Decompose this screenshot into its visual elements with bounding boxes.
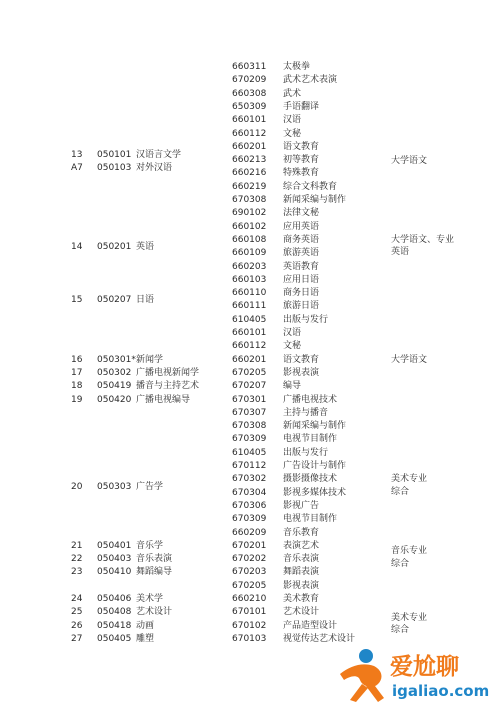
major-name: 广播电视新闻学 (136, 367, 200, 378)
exam-course: 大学语文 (391, 156, 428, 167)
vocational-code: 650309 (232, 101, 267, 112)
vocational-name: 广播电视技术 (283, 394, 338, 405)
exam-course: 大学语文、专业 (391, 234, 455, 245)
major-code: 050207 (97, 294, 132, 305)
vocational-name: 出版与发行 (283, 447, 329, 458)
vocational-code: 670209 (232, 75, 267, 86)
exam-course: 综合 (391, 558, 410, 569)
vocational-code: 670205 (232, 367, 267, 378)
vocational-code: 670309 (232, 514, 267, 525)
vocational-code: 670309 (232, 434, 267, 445)
vocational-name: 影视表演 (283, 367, 320, 378)
major-code: 050406 (97, 594, 132, 604)
vocational-code: 660112 (232, 341, 267, 352)
major-code: 050103 (97, 163, 132, 174)
vocational-name: 音乐表演 (283, 554, 320, 565)
vocational-name: 英语教育 (283, 261, 320, 272)
vocational-name: 影视多媒体技术 (283, 487, 347, 498)
major-name: 日语 (136, 294, 155, 305)
vocational-code: 670203 (232, 567, 267, 578)
major-name: 美术学 (136, 594, 164, 604)
major-code: 050420 (97, 394, 132, 405)
vocational-name: 综合文科教育 (283, 181, 338, 192)
vocational-code: 670202 (232, 554, 267, 565)
watermark-logo (332, 640, 500, 707)
exam-course: 大学语文 (391, 354, 428, 365)
vocational-code: 670301 (232, 394, 267, 405)
vocational-name: 旅游日语 (283, 301, 320, 312)
vocational-name: 视觉传达艺术设计 (283, 633, 356, 644)
major-name: 舞蹈编导 (136, 567, 173, 578)
vocational-code: 610405 (232, 447, 267, 458)
vocational-code: 660311 (232, 62, 267, 72)
row-number: 20 (71, 482, 83, 493)
vocational-name: 影视广告 (283, 500, 320, 511)
vocational-name: 语文教育 (283, 354, 320, 365)
vocational-name: 应用英语 (283, 221, 320, 232)
row-number: 18 (71, 381, 83, 392)
vocational-code: 660210 (232, 594, 267, 604)
vocational-code: 670307 (232, 407, 267, 418)
vocational-name: 汉语 (283, 328, 302, 338)
major-code: 050201 (97, 241, 132, 252)
vocational-code: 670304 (232, 487, 267, 498)
vocational-name: 表演艺术 (283, 540, 320, 551)
major-code: 050418 (97, 620, 132, 631)
vocational-code: 660201 (232, 141, 267, 152)
vocational-name: 美术教育 (283, 594, 320, 604)
vocational-name: 音乐教育 (283, 527, 320, 538)
row-number: 27 (71, 633, 83, 644)
vocational-code: 660112 (232, 128, 267, 139)
major-code: 050419 (97, 381, 132, 392)
major-name: 新闻学 (136, 354, 164, 365)
major-code: 050401 (97, 540, 132, 551)
row-number: 25 (71, 607, 83, 618)
vocational-name: 初等教育 (283, 155, 320, 166)
runner-icon (340, 649, 384, 702)
vocational-code: 670201 (232, 540, 267, 551)
major-code: 050408 (97, 607, 132, 618)
vocational-name: 商务日语 (283, 288, 320, 299)
vocational-name: 电视节目制作 (283, 434, 338, 445)
row-number: 13 (71, 149, 83, 160)
vocational-code: 670101 (232, 607, 267, 618)
major-code: 050101 (97, 149, 132, 160)
vocational-name: 汉语 (283, 115, 302, 126)
vocational-name: 手语翻译 (283, 101, 320, 112)
major-name: 广告学 (136, 482, 164, 493)
vocational-code: 670102 (232, 620, 267, 631)
row-number: 24 (71, 594, 83, 604)
row-number: 23 (71, 567, 83, 578)
vocational-code: 610405 (232, 314, 267, 325)
major-name: 英语 (136, 241, 155, 252)
row-number: 21 (71, 540, 83, 551)
vocational-code: 660213 (232, 155, 267, 166)
vocational-code: 660102 (232, 221, 267, 232)
major-name: 广播电视编导 (136, 394, 191, 405)
vocational-name: 商务英语 (283, 234, 320, 245)
vocational-code: 690102 (232, 208, 267, 219)
vocational-name: 艺术设计 (283, 607, 320, 618)
vocational-code: 660101 (232, 328, 267, 338)
major-code: 050410 (97, 567, 132, 578)
major-code: 050302 (97, 367, 132, 378)
major-name: 艺术设计 (136, 607, 173, 618)
major-name: 对外汉语 (136, 163, 173, 174)
vocational-name: 特殊教育 (283, 168, 320, 179)
major-code: 050303 (97, 482, 132, 493)
vocational-name: 文秘 (283, 341, 302, 352)
vocational-name: 新闻采编与制作 (283, 195, 347, 205)
vocational-code: 670103 (232, 633, 267, 644)
vocational-name: 广告设计与制作 (283, 461, 347, 471)
major-name: 音乐表演 (136, 554, 173, 565)
vocational-code: 660209 (232, 527, 267, 538)
vocational-name: 旅游英语 (283, 248, 320, 259)
vocational-code: 660308 (232, 88, 267, 99)
exam-course: 综合 (391, 486, 410, 497)
vocational-name: 太极拳 (283, 62, 311, 72)
row-number: 17 (71, 367, 83, 378)
exam-course: 综合 (391, 625, 410, 636)
row-number: 14 (71, 241, 83, 252)
vocational-name: 法律文秘 (283, 208, 320, 219)
vocational-code: 670205 (232, 580, 267, 591)
vocational-code: 660111 (232, 301, 267, 312)
major-code: 050301* (97, 354, 136, 365)
major-name: 播音与主持艺术 (136, 381, 200, 392)
vocational-code: 660101 (232, 115, 267, 126)
vocational-name: 主持与播音 (283, 407, 329, 418)
row-number: 15 (71, 294, 83, 305)
row-number: 19 (71, 394, 83, 405)
vocational-name: 摄影摄像技术 (283, 474, 338, 485)
vocational-name: 舞蹈表演 (283, 567, 320, 578)
vocational-code: 670112 (232, 461, 267, 471)
major-code: 050403 (97, 554, 132, 565)
major-name: 汉语言文学 (136, 149, 182, 160)
vocational-code: 660219 (232, 181, 267, 192)
vocational-name: 编导 (283, 381, 302, 392)
vocational-code: 660109 (232, 248, 267, 259)
vocational-code: 660203 (232, 261, 267, 272)
vocational-name: 出版与发行 (283, 314, 329, 325)
vocational-code: 660216 (232, 168, 267, 179)
major-name: 动画 (136, 620, 155, 631)
watermark-brand: 爱尬聊 (390, 654, 459, 680)
exam-course: 美术专业 (391, 612, 428, 623)
exam-course: 美术专业 (391, 474, 428, 485)
vocational-code: 660103 (232, 274, 267, 285)
major-name: 音乐学 (136, 540, 164, 551)
vocational-code: 670302 (232, 474, 267, 485)
row-number: 26 (71, 620, 83, 631)
watermark-site: igaliao.com (392, 682, 490, 700)
row-number: 22 (71, 554, 83, 565)
vocational-name: 影视表演 (283, 580, 320, 591)
vocational-name: 语文教育 (283, 141, 320, 152)
major-code: 050405 (97, 633, 132, 644)
row-number: A7 (71, 163, 83, 174)
major-name: 雕塑 (136, 633, 155, 644)
vocational-name: 文秘 (283, 128, 302, 139)
vocational-code: 670207 (232, 381, 267, 392)
vocational-code: 660108 (232, 234, 267, 245)
vocational-code: 670308 (232, 195, 267, 205)
vocational-name: 武术 (283, 88, 302, 99)
exam-course: 英语 (391, 247, 410, 258)
vocational-name: 电视节目制作 (283, 514, 338, 525)
vocational-name: 产品造型设计 (283, 620, 338, 631)
vocational-code: 670306 (232, 500, 267, 511)
vocational-code: 660110 (232, 288, 267, 299)
vocational-name: 武术艺术表演 (283, 75, 338, 86)
vocational-code: 660201 (232, 354, 267, 365)
vocational-name: 新闻采编与制作 (283, 421, 347, 432)
row-number: 16 (71, 354, 83, 365)
vocational-code: 670308 (232, 421, 267, 432)
vocational-name: 应用日语 (283, 274, 320, 285)
exam-course: 音乐专业 (391, 546, 428, 557)
